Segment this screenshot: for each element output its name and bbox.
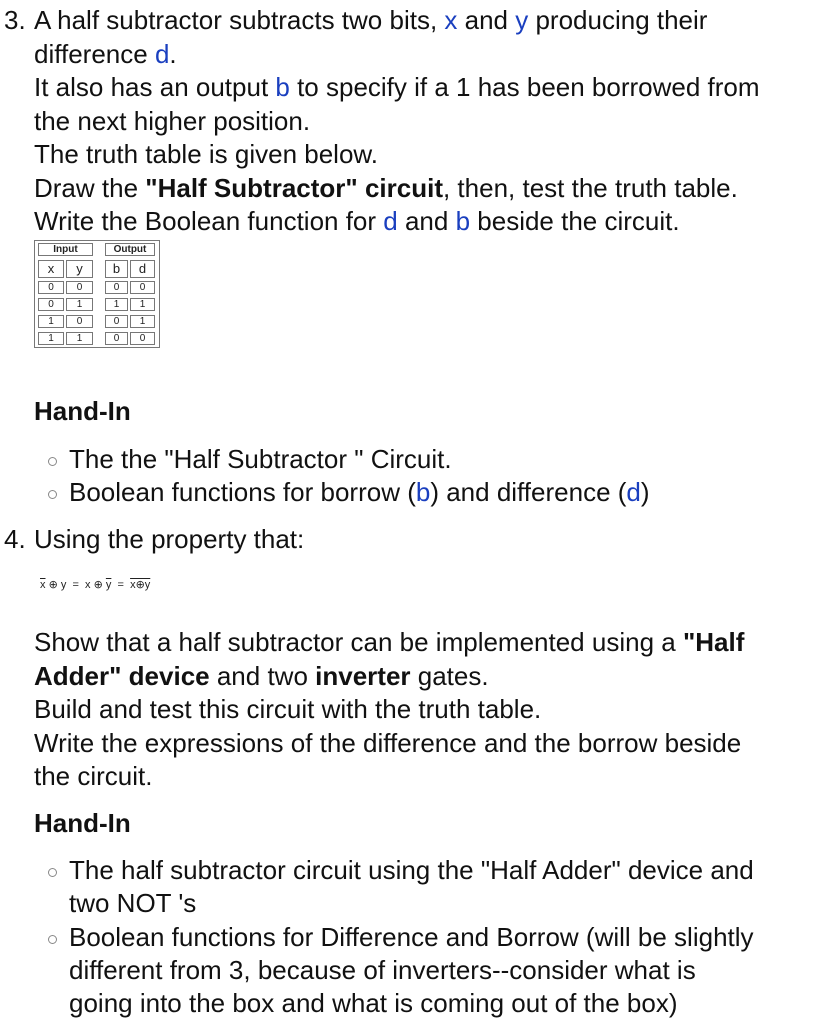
column-header: x bbox=[38, 260, 64, 278]
section-4-body bbox=[0, 626, 744, 794]
var-y: y bbox=[515, 5, 529, 35]
table-cell: 0 bbox=[38, 298, 64, 311]
table-cell: 1 bbox=[66, 332, 93, 345]
handin-heading-3: Hand-In bbox=[34, 396, 131, 426]
section-3-body bbox=[0, 4, 760, 239]
table-cell: 1 bbox=[38, 315, 64, 328]
column-header: d bbox=[130, 260, 155, 278]
var-b: b bbox=[275, 72, 290, 102]
table-cell: 1 bbox=[38, 332, 64, 345]
table-cell: 1 bbox=[105, 298, 128, 311]
table-cell: 0 bbox=[105, 332, 128, 345]
table-cell: 1 bbox=[66, 298, 93, 311]
table-cell: 1 bbox=[130, 298, 155, 311]
s4-p2: Adder" device and two inverter gates. bbox=[34, 660, 489, 691]
document-page: 3. A half subtractor subtracts two bits, x and y producing their difference d. It also has an output b to specify if a 1 has been borrowed from the next higher position. The truth table is given below. Draw the "Half Subtractor" circuit, then, test the truth table. Write the Boolean function for d and b beside the circuit. Input Output x y b d 0 0 0 0 0 1 1 1 1 0 0 1 1 1 0 0 Hand-In The the "Half Subtractor " Circuit. Boolean functions for borrow (b) and difference (d) 4. Using the property that: $\overline{x}$ ⊕ y = x ⊕ $\overline{y}$ = x⊕y Show that a half subtractor can be implemented using a "Half Adder" device and two inverter gates. Build and test this circuit with the truth table. Write the expressions of the difference and the borrow beside the circuit. Hand-In The half subtractor circuit using the "Half Adder" device and two NOT 's Boolean functions for Difference and Borrow (will be slightly different from 3, because of inverters--consider what is going into the box and what is coming out of the box) bbox=[0, 0, 835, 1024]
var-d: d bbox=[154, 38, 170, 69]
s4-p5: the circuit. bbox=[34, 761, 153, 791]
table-cell: 0 bbox=[130, 281, 155, 294]
xor-property-formula: $\overline{x}$ ⊕ y = x ⊕ $\overline{y}$ = x⊕y bbox=[40, 579, 151, 591]
handin-heading-4: Hand-In bbox=[34, 808, 131, 838]
section-3-number: 3. bbox=[4, 5, 26, 35]
s3-line-2: difference d. bbox=[34, 38, 177, 69]
column-header: y bbox=[66, 260, 93, 278]
table-cell: 0 bbox=[130, 332, 155, 345]
section-4-number: 4. bbox=[4, 524, 26, 554]
list-item-continuation: going into the box and what is coming out of the box) bbox=[69, 988, 678, 1018]
output-header: Output bbox=[105, 243, 155, 256]
var-x: x bbox=[444, 5, 458, 35]
section-4 bbox=[0, 523, 304, 557]
s3-line-6: Draw the "Half Subtractor" circuit, then, test the truth table. bbox=[34, 172, 738, 203]
table-cell: 0 bbox=[38, 281, 64, 294]
table-cell: 1 bbox=[130, 315, 155, 328]
truth-table bbox=[34, 240, 160, 348]
s3-line-7: Write the Boolean function for d and b beside the circuit. bbox=[34, 206, 680, 236]
list-item-continuation: different from 3, because of inverters--consider what is bbox=[69, 955, 696, 985]
s4-p3: Build and test this circuit with the truth table. bbox=[34, 694, 542, 724]
table-cell: 0 bbox=[66, 315, 93, 328]
list-item-continuation: two NOT 's bbox=[69, 888, 197, 918]
s3-line-3: It also has an output b to specify if a 1 has been borrowed from bbox=[34, 72, 760, 102]
s4-p4: Write the expressions of the difference and the borrow beside bbox=[34, 727, 742, 758]
column-header: b bbox=[105, 260, 128, 278]
s3-line-5: The truth table is given below. bbox=[34, 139, 378, 169]
table-cell: 0 bbox=[66, 281, 93, 294]
section-3 bbox=[0, 4, 760, 239]
s4-line-1: Using the property that: bbox=[34, 524, 305, 554]
s3-line-1: A half subtractor subtracts two bits, x and y producing their bbox=[34, 5, 708, 35]
s4-p1: Show that a half subtractor can be implemented using a "Half bbox=[34, 627, 745, 657]
table-cell: 0 bbox=[105, 315, 128, 328]
s3-line-4: the next higher position. bbox=[34, 105, 311, 136]
input-header: Input bbox=[38, 243, 93, 256]
table-cell: 0 bbox=[105, 281, 128, 294]
